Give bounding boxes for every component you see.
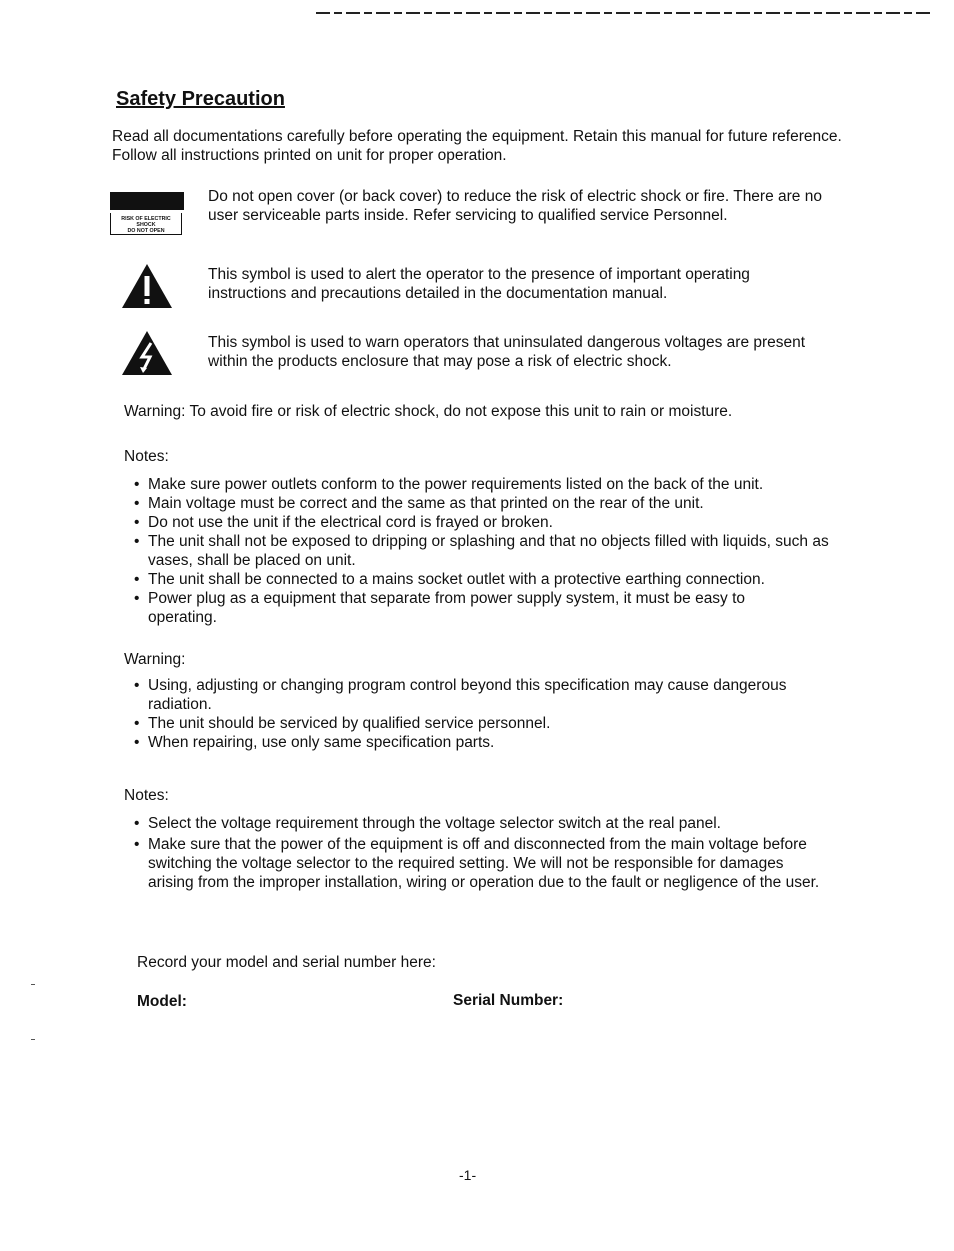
symbol-2-text: This symbol is used to alert the operator to the presence of important operating instructions and precautions detailed in the documentation manual. [208, 266, 750, 302]
margin-mark [31, 1039, 35, 1040]
page-number: -1- [459, 1167, 477, 1183]
lightning-triangle-icon [120, 329, 174, 377]
record-prompt: Record your model and serial number here: [137, 954, 436, 971]
list-item: • Make sure that the power of the equipment is off and disconnected from the main voltage before switching the voltage selector to the required setting. We will not be responsible for damages arising from the improper installation, wiring or operation due to the fault or negligence of the user. [124, 835, 824, 892]
page-title: Safety Precaution [116, 88, 285, 110]
label-frame [110, 213, 182, 235]
list-item: • Using, adjusting or changing program control beyond this specification may cause dangerous radiation. [124, 676, 854, 714]
warning-2-list [124, 676, 854, 752]
list-item: • Main voltage must be correct and the same as that printed on the rear of the unit. [124, 494, 834, 513]
notes-2-heading: Notes: [124, 787, 169, 804]
warning-moisture: Warning: To avoid fire or risk of electric shock, do not expose this unit to rain or moisture. [124, 403, 733, 420]
list-item: • Make sure power outlets conform to the power requirements listed on the back of the unit. [124, 475, 834, 494]
list-item: • The unit should be serviced by qualified service personnel. [124, 714, 854, 733]
label-black-band [110, 192, 184, 210]
exclamation-triangle-icon [120, 262, 174, 310]
serial-number-label: Serial Number: [453, 992, 564, 1009]
list-item: • The unit shall not be exposed to dripping or splashing and that no objects filled with liquids, such as vases, shall be placed on unit. [124, 532, 834, 570]
top-dashed-line [316, 12, 932, 14]
label-line-2: DO NOT OPEN [127, 228, 165, 234]
warning-2-heading: Warning: [124, 651, 186, 668]
intro-paragraph: Read all documentations carefully before operating the equipment. Retain this manual for future reference. Follow all instructions printed on unit for proper operation. [112, 128, 842, 164]
notes-1-heading: Notes: [124, 448, 169, 465]
model-label: Model: [137, 993, 187, 1010]
list-item: • When repairing, use only same specification parts. [124, 733, 854, 752]
label-line-1: RISK OF ELECTRIC SHOCK [121, 216, 171, 228]
list-item: • Select the voltage requirement through the voltage selector switch at the real panel. [124, 814, 824, 833]
notes-1-list [124, 475, 834, 627]
list-item: • The unit shall be connected to a mains socket outlet with a protective earthing connection. [124, 570, 834, 589]
symbol-1-text: Do not open cover (or back cover) to reduce the risk of electric shock or fire. There are no user serviceable parts inside. Refer servicing to qualified service Personnel. [208, 188, 822, 224]
risk-of-shock-label [110, 192, 184, 238]
list-item: • Do not use the unit if the electrical cord is frayed or broken. [124, 513, 834, 532]
margin-mark [31, 984, 35, 985]
notes-2-list [124, 814, 824, 892]
symbol-3-text: This symbol is used to warn operators that uninsulated dangerous voltages are present within the products enclosure that may pose a risk of electric shock. [208, 334, 806, 370]
list-item: • Power plug as a equipment that separate from power supply system, it must be easy to operating. [124, 589, 808, 627]
